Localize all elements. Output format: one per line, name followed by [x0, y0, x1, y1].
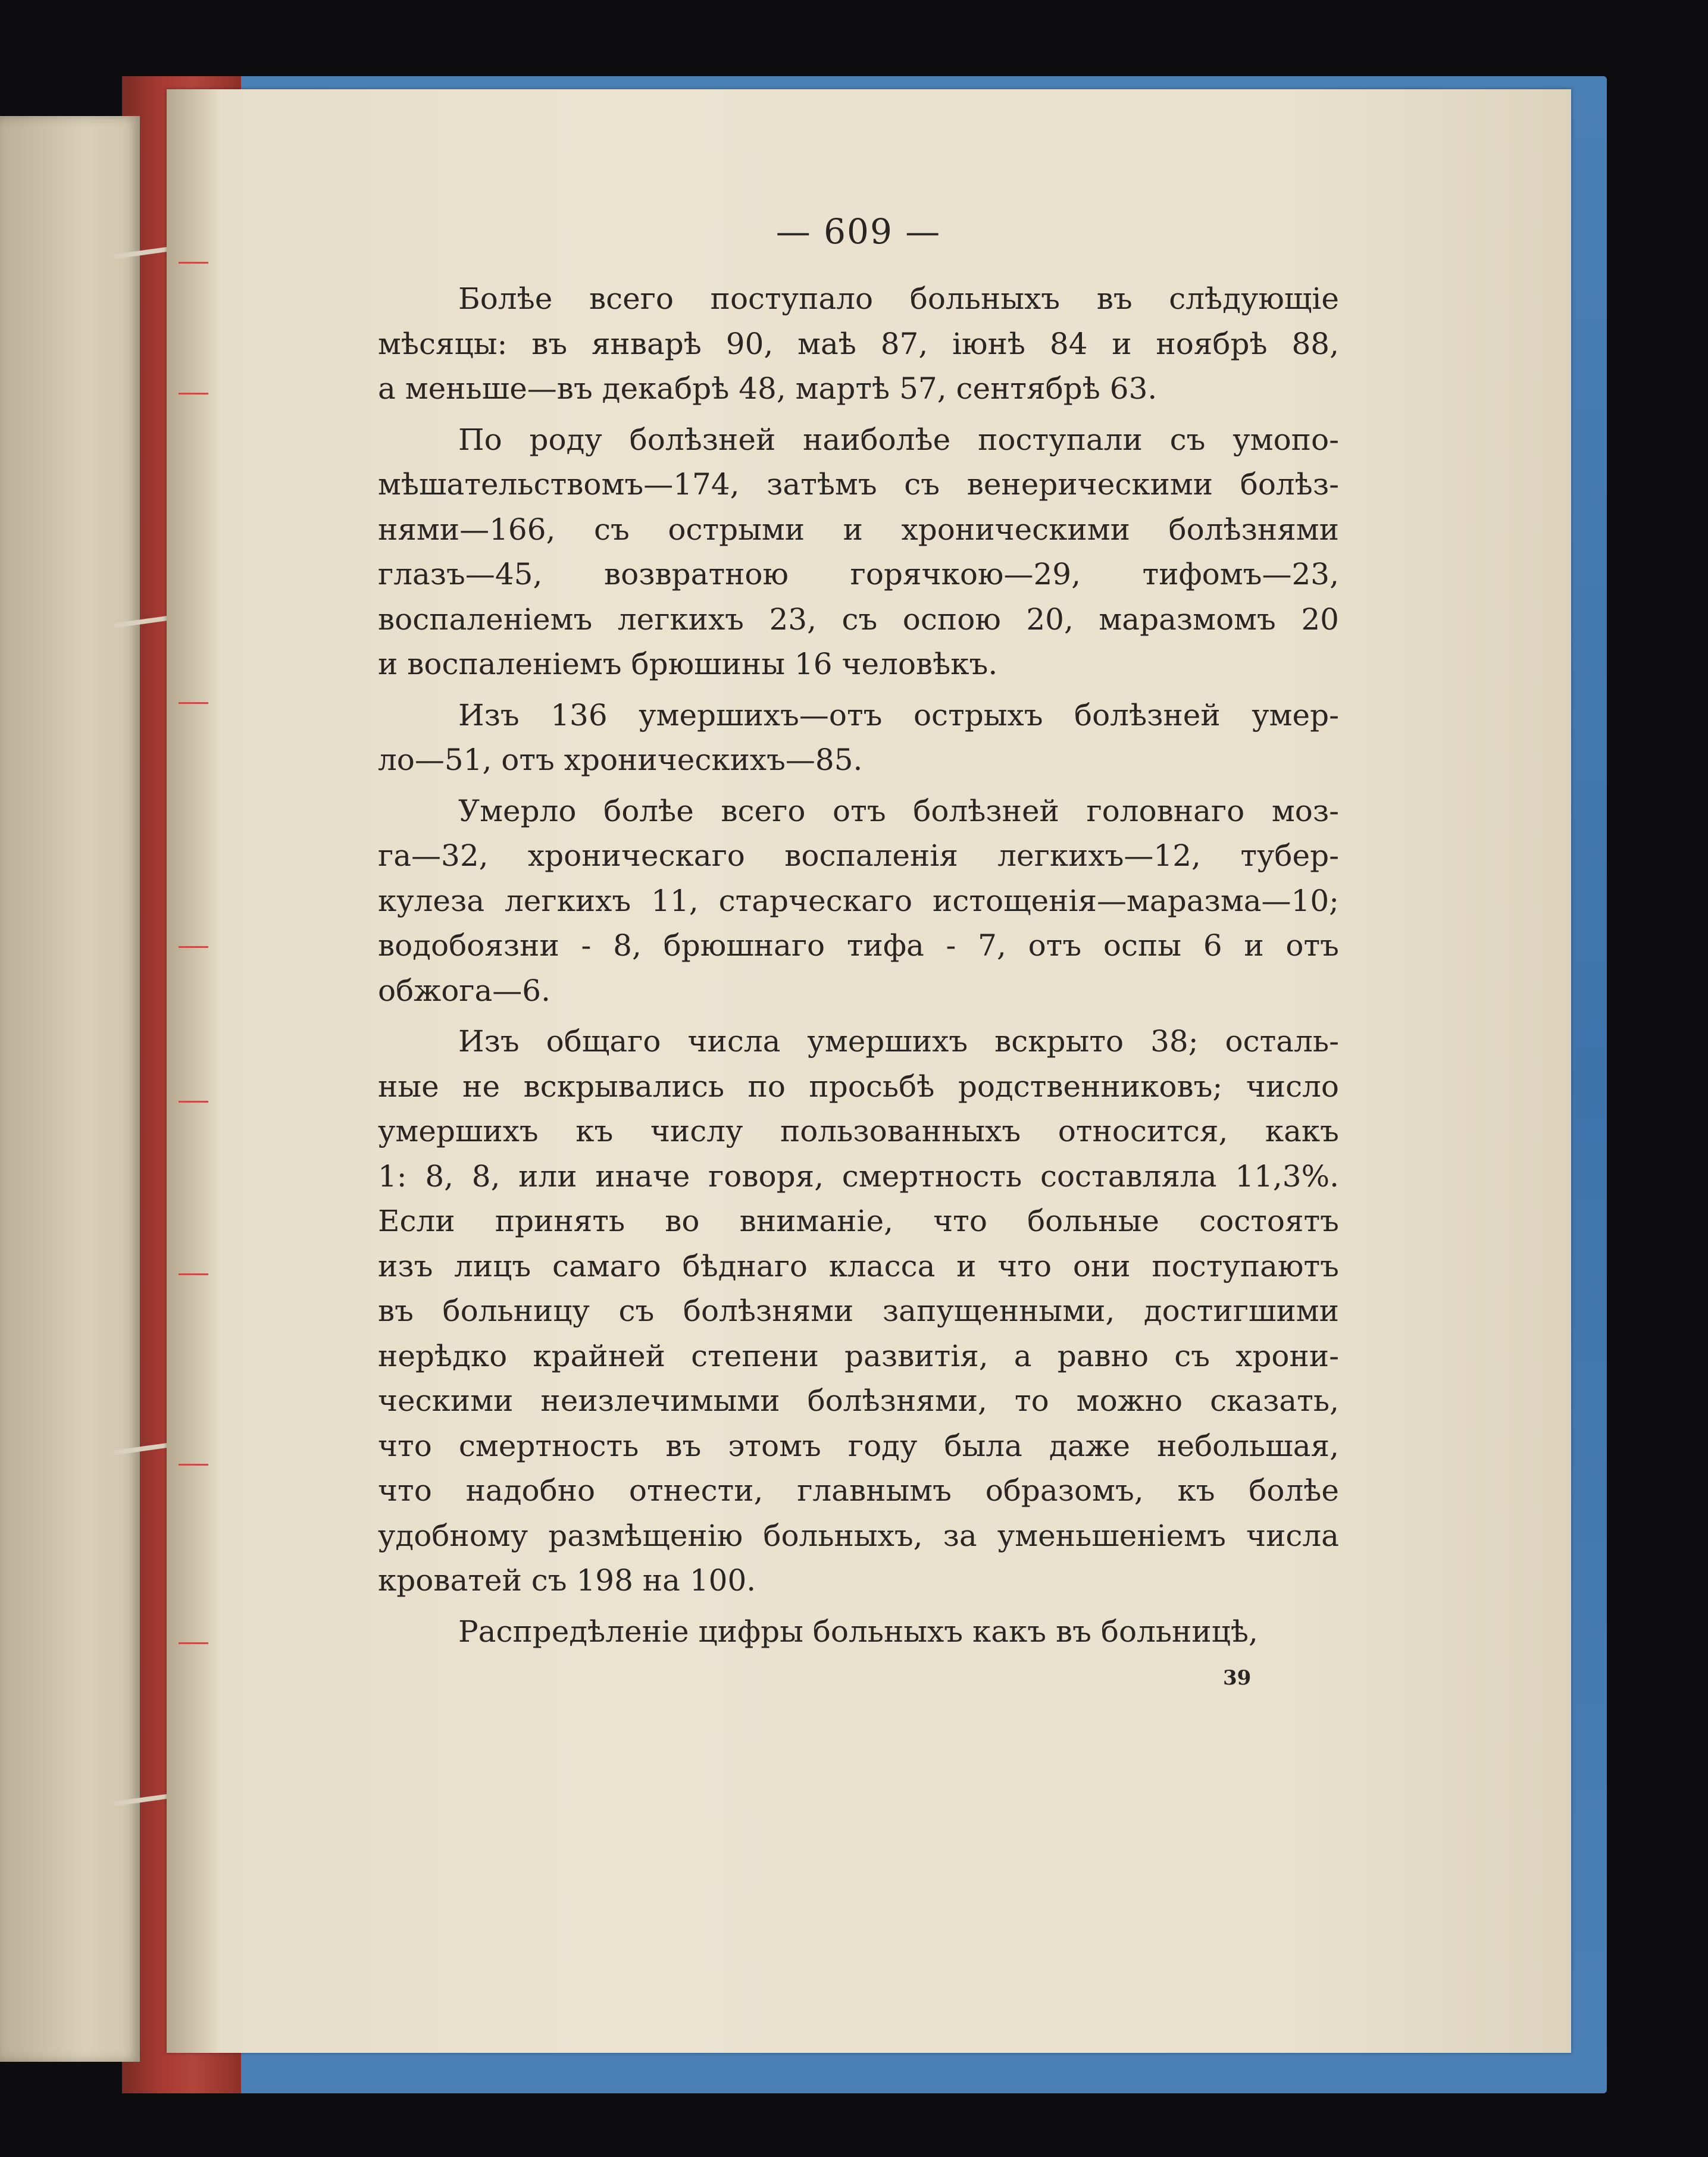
text-line: ло—51, отъ хроническихъ—85.: [378, 743, 863, 777]
margin-tick: [179, 1273, 208, 1275]
margin-tick: [179, 702, 208, 704]
text-line: Изъ 136 умершихъ—отъ острыхъ болѣзней умер-: [458, 697, 1339, 732]
text-line: мѣсяцы: въ январѣ 90, маѣ 87, іюнѣ 84 и ноябрѣ 88,: [378, 326, 1339, 361]
signature-mark: 39: [1223, 1666, 1252, 1690]
page-number: — 609 —: [775, 211, 941, 252]
text-line: умершихъ къ числу пользованныхъ относится, какъ: [378, 1114, 1339, 1148]
margin-tick: [179, 946, 208, 948]
text-line: мѣшательствомъ—174, затѣмъ съ венерическими болѣз-: [378, 467, 1339, 502]
margin-tick: [179, 1642, 208, 1644]
text-line: 1: 8, 8, или иначе говоря, смертность составляла 11,3%.: [378, 1159, 1339, 1194]
margin-tick: [179, 393, 208, 395]
text-line: Изъ общаго числа умершихъ вскрыто 38; осталь-: [458, 1024, 1339, 1059]
text-line: кроватей съ 198 на 100.: [378, 1563, 756, 1598]
margin-tick: [179, 1101, 208, 1103]
body-text: [378, 277, 1339, 1654]
text-line: Распредѣленіе цифры больныхъ какъ въ больницѣ,: [458, 1614, 1258, 1649]
text-line: въ больницу съ болѣзнями запущенными, достигшими: [378, 1294, 1339, 1328]
text-line: нями—166, съ острыми и хроническими болѣзнями: [378, 512, 1339, 547]
text-line: и воспаленіемъ брюшины 16 человѣкъ.: [378, 647, 998, 681]
text-line: Болѣе всего поступало больныхъ въ слѣдующіе: [458, 281, 1339, 316]
text-line: изъ лицъ самаго бѣднаго класса и что они поступаютъ: [378, 1248, 1339, 1283]
text-line: водобоязни - 8, брюшнаго тифа - 7, отъ оспы 6 и отъ: [378, 928, 1339, 963]
text-line: По роду болѣзней наиболѣе поступали съ умопо-: [458, 422, 1339, 457]
text-line: обжога—6.: [378, 973, 551, 1008]
paragraph: [378, 693, 1339, 783]
paragraph: [378, 1019, 1339, 1604]
margin-tick: [179, 1464, 208, 1466]
page-text-block: [378, 211, 1339, 1660]
paragraph: [378, 277, 1339, 412]
text-line: глазъ—45, возвратною горячкою—29, тифомъ—23,: [378, 557, 1339, 591]
text-line: Умерло болѣе всего отъ болѣзней головнаго моз-: [458, 793, 1339, 828]
text-line: Если принять во вниманіе, что больные состоятъ: [378, 1204, 1339, 1238]
text-line: а меньше—въ декабрѣ 48, мартѣ 57, сентябрѣ 63.: [378, 371, 1158, 406]
text-line: ческими неизлечимыми болѣзнями, то можно сказать,: [378, 1383, 1339, 1418]
text-line: что надобно отнести, главнымъ образомъ, къ болѣе: [378, 1473, 1339, 1508]
left-facing-page-edge: [0, 116, 140, 2062]
paragraph: [378, 1610, 1339, 1655]
paragraph: [378, 789, 1339, 1014]
text-line: что смертность въ этомъ году была даже небольшая,: [378, 1428, 1339, 1463]
text-line: нерѣдко крайней степени развитія, а равно съ хрони-: [378, 1338, 1339, 1373]
paragraph: [378, 418, 1339, 687]
text-line: ные не вскрывались по просьбѣ родственниковъ; число: [378, 1069, 1339, 1104]
margin-tick: [179, 262, 208, 264]
page-gutter-shadow: [167, 89, 220, 2053]
text-line: удобному размѣщенію больныхъ, за уменьшеніемъ числа: [378, 1518, 1339, 1553]
text-line: кулеза легкихъ 11, старческаго истощенія—маразма—10;: [378, 883, 1339, 918]
text-line: га—32, хроническаго воспаленія легкихъ—12, тубер-: [378, 838, 1339, 873]
text-line: воспаленіемъ легкихъ 23, съ оспою 20, маразмомъ 20: [378, 602, 1339, 637]
